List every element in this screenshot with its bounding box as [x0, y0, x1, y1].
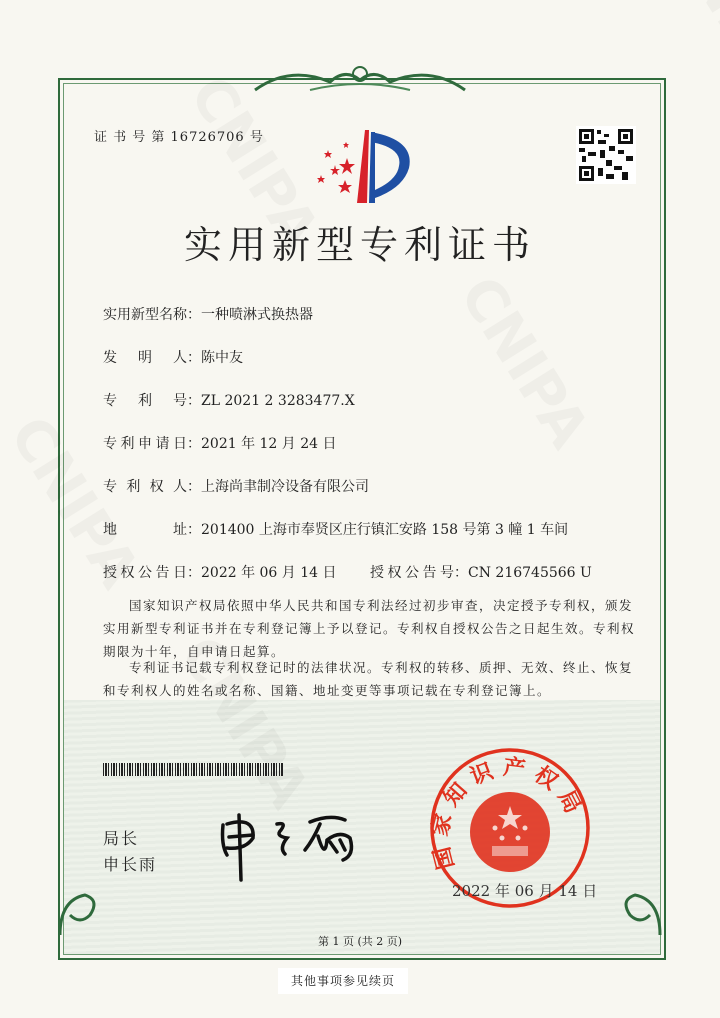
corner-ornament-icon: [615, 880, 665, 940]
qr-code: [576, 126, 636, 184]
seal-text: 国家知识产权局: [428, 755, 589, 872]
field-patent-number: 专利号：ZL 2021 2 3283477.X: [103, 393, 355, 409]
seal-date: 2022 年 06 月 14 日: [452, 882, 598, 900]
page-title: 实用新型专利证书: [183, 223, 536, 267]
watermark: [657, 0, 720, 109]
corner-ornament-icon: [55, 880, 105, 940]
statement-paragraph: 国家知识产权局依照中华人民共和国专利法经过初步审查，决定授予专利权，颁发实用新型专利证书并在专利登记簿上予以登记。专利权自授权公告之日起生效。专利权期限为十年，自申请日起算。: [103, 598, 636, 659]
field-grant-date: 授权公告日：2022 年 06 月 14 日: [103, 565, 337, 581]
continuation-note: 其他事项参见续页: [278, 968, 408, 994]
statement-paragraph: 专利证书记载专利权登记时的法律状况。专利权的转移、质押、无效、终止、恢复和专利权人的姓名或名称、国籍、地址变更等事项记载在专利登记簿上。: [103, 660, 634, 698]
cnipa-logo-icon: [305, 128, 420, 206]
field-inventor: 发明人：陈中友: [103, 350, 243, 366]
director-title: 局长: [103, 829, 140, 848]
national-emblem-icon: [470, 792, 550, 872]
field-patentee: 专利权人：上海尚聿制冷设备有限公司: [103, 479, 369, 495]
director-signature: [215, 810, 375, 885]
certificate-number: 证 书 号 第 16726706 号: [94, 130, 264, 145]
field-utility-model-name: 实用新型名称：一种喷淋式换热器: [103, 307, 313, 323]
field-address: 地址：201400 上海市奉贤区庄行镇汇安路 158 号第 3 幢 1 车间: [103, 522, 569, 538]
top-ornament-icon: [250, 60, 470, 98]
field-grant-number: 授权公告号：CN 216745566 U: [370, 565, 592, 581]
field-filing-date: 专利申请日：2021 年 12 月 24 日: [103, 436, 337, 452]
barcode: [103, 763, 283, 776]
director-name: 申长雨: [103, 855, 158, 874]
page-indicator: 第 1 页 (共 2 页): [317, 935, 403, 948]
